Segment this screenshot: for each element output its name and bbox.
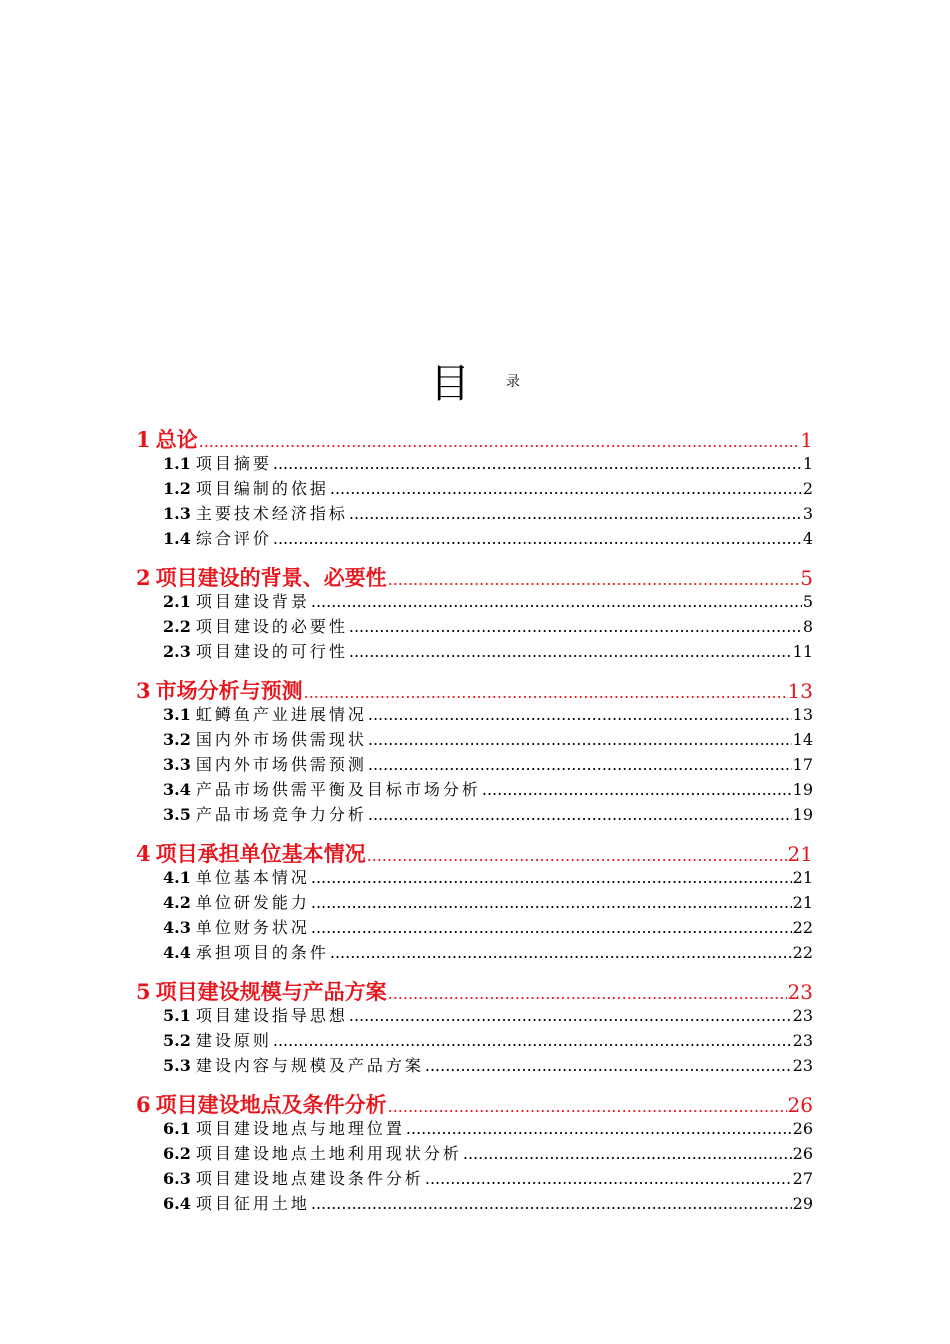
table-of-contents	[136, 424, 813, 1216]
section-title: 虹鳟鱼产业进展情况	[195, 705, 367, 724]
toc-section-entry[interactable]	[136, 1141, 813, 1166]
section-number: 3.3	[163, 755, 191, 774]
section-number: 5.3	[163, 1056, 191, 1075]
section-page-number: 5	[802, 592, 813, 611]
chapter-title: 总论	[155, 427, 198, 452]
toc-chapter-entry[interactable]	[136, 838, 813, 865]
section-page-number: 11	[792, 642, 813, 661]
section-page-number: 26	[792, 1119, 813, 1138]
dot-leader	[349, 504, 802, 523]
section-number: 6.4	[163, 1194, 191, 1213]
section-title: 项目建设的必要性	[195, 617, 348, 636]
toc-chapter-entry[interactable]	[136, 562, 813, 589]
toc-section-entry[interactable]	[136, 476, 813, 501]
dot-leader	[311, 1194, 792, 1213]
toc-chapter-entry[interactable]	[136, 424, 813, 451]
section-title: 项目建设地点土地利用现状分析	[195, 1144, 462, 1163]
section-title: 综合评价	[195, 529, 272, 548]
toc-section-entry[interactable]	[136, 802, 813, 827]
toc-section-entry[interactable]	[136, 865, 813, 890]
section-page-number: 19	[792, 805, 813, 824]
section-page-number: 19	[792, 780, 813, 799]
toc-section-entry[interactable]	[136, 1053, 813, 1078]
toc-section-entry[interactable]	[136, 727, 813, 752]
section-page-number: 27	[792, 1169, 813, 1188]
chapter-number: 2	[136, 565, 151, 590]
toc-section-entry[interactable]	[136, 702, 813, 727]
section-number: 1.4	[163, 529, 191, 548]
section-page-number: 21	[792, 893, 813, 912]
section-title: 承担项目的条件	[195, 943, 329, 962]
toc-section-entry[interactable]	[136, 890, 813, 915]
dot-leader	[349, 1006, 792, 1025]
chapter-page-number: 5	[800, 566, 813, 590]
section-page-number: 3	[802, 504, 813, 523]
toc-section-entry[interactable]	[136, 752, 813, 777]
dot-leader	[311, 868, 792, 887]
section-title: 单位研发能力	[195, 893, 310, 912]
dot-leader	[425, 1056, 792, 1075]
chapter-number: 6	[136, 1092, 151, 1117]
section-number: 2.2	[163, 617, 191, 636]
section-number: 6.3	[163, 1169, 191, 1188]
chapter-number: 5	[136, 979, 151, 1004]
dot-leader	[425, 1169, 792, 1188]
section-title: 项目建设地点建设条件分析	[195, 1169, 424, 1188]
toc-section-entry[interactable]	[136, 1191, 813, 1216]
section-page-number: 22	[792, 943, 813, 962]
toc-section-entry[interactable]	[136, 639, 813, 664]
toc-title-main: 目	[430, 361, 470, 407]
dot-leader	[349, 617, 802, 636]
section-page-number: 2	[802, 479, 813, 498]
dot-leader	[273, 454, 802, 473]
section-title: 建设内容与规模及产品方案	[195, 1056, 424, 1075]
section-title: 项目建设的可行性	[195, 642, 348, 661]
dot-leader	[311, 893, 792, 912]
toc-section-entry[interactable]	[136, 777, 813, 802]
section-page-number: 23	[792, 1031, 813, 1050]
section-title: 单位基本情况	[195, 868, 310, 887]
toc-title	[0, 352, 950, 409]
dot-leader	[368, 805, 792, 824]
section-number: 4.2	[163, 893, 191, 912]
toc-section-entry[interactable]	[136, 1116, 813, 1141]
chapter-page-number: 26	[787, 1093, 813, 1117]
section-page-number: 26	[792, 1144, 813, 1163]
section-number: 3.1	[163, 705, 191, 724]
section-title: 国内外市场供需预测	[195, 755, 367, 774]
chapter-title: 市场分析与预测	[155, 678, 303, 703]
section-number: 2.1	[163, 592, 191, 611]
section-number: 2.3	[163, 642, 191, 661]
dot-leader	[330, 479, 802, 498]
section-number: 4.3	[163, 918, 191, 937]
chapter-title: 项目承担单位基本情况	[155, 841, 366, 866]
section-page-number: 23	[792, 1056, 813, 1075]
section-title: 建设原则	[195, 1031, 272, 1050]
toc-section-entry[interactable]	[136, 1166, 813, 1191]
chapter-number: 1	[136, 427, 151, 452]
section-number: 3.2	[163, 730, 191, 749]
chapter-title: 项目建设地点及条件分析	[155, 1092, 387, 1117]
toc-section-entry[interactable]	[136, 589, 813, 614]
chapter-title: 项目建设的背景、必要性	[155, 565, 387, 590]
dot-leader	[349, 642, 792, 661]
section-title: 项目摘要	[195, 454, 272, 473]
section-number: 3.5	[163, 805, 191, 824]
toc-section-entry[interactable]	[136, 614, 813, 639]
dot-leader	[273, 529, 802, 548]
dot-leader	[311, 918, 792, 937]
toc-section-entry[interactable]	[136, 501, 813, 526]
dot-leader	[463, 1144, 792, 1163]
section-page-number: 13	[792, 705, 813, 724]
dot-leader	[368, 755, 792, 774]
section-number: 1.2	[163, 479, 191, 498]
section-number: 3.4	[163, 780, 191, 799]
section-number: 5.2	[163, 1031, 191, 1050]
dot-leader	[311, 592, 802, 611]
dot-leader	[388, 984, 787, 1003]
section-title: 项目建设背景	[195, 592, 310, 611]
toc-title-sub: 录	[506, 373, 520, 390]
section-title: 产品市场竞争力分析	[195, 805, 367, 824]
section-title: 项目编制的依据	[195, 479, 329, 498]
chapter-page-number: 1	[800, 428, 813, 452]
section-page-number: 22	[792, 918, 813, 937]
section-title: 项目建设指导思想	[195, 1006, 348, 1025]
section-number: 6.2	[163, 1144, 191, 1163]
chapter-number: 4	[136, 841, 151, 866]
section-page-number: 29	[792, 1194, 813, 1213]
chapter-page-number: 21	[787, 842, 813, 866]
section-number: 5.1	[163, 1006, 191, 1025]
section-page-number: 17	[792, 755, 813, 774]
toc-chapter-entry[interactable]	[136, 976, 813, 1003]
toc-section-entry[interactable]	[136, 1028, 813, 1053]
section-number: 6.1	[163, 1119, 191, 1138]
chapter-title: 项目建设规模与产品方案	[155, 979, 387, 1004]
dot-leader	[406, 1119, 792, 1138]
section-page-number: 23	[792, 1006, 813, 1025]
section-title: 主要技术经济指标	[195, 504, 348, 523]
dot-leader	[330, 943, 792, 962]
dot-leader	[388, 570, 800, 589]
toc-section-entry[interactable]	[136, 451, 813, 476]
chapter-number: 3	[136, 678, 151, 703]
section-title: 项目征用土地	[195, 1194, 310, 1213]
dot-leader	[368, 730, 792, 749]
chapter-page-number: 23	[787, 980, 813, 1004]
section-page-number: 8	[802, 617, 813, 636]
dot-leader	[304, 683, 787, 702]
section-number: 1.1	[163, 454, 191, 473]
section-title: 项目建设地点与地理位置	[195, 1119, 405, 1138]
toc-section-entry[interactable]	[136, 526, 813, 551]
section-title: 产品市场供需平衡及目标市场分析	[195, 780, 481, 799]
dot-leader	[368, 705, 792, 724]
dot-leader	[367, 846, 787, 865]
section-page-number: 21	[792, 868, 813, 887]
dot-leader	[482, 780, 792, 799]
section-title: 单位财务状况	[195, 918, 310, 937]
chapter-page-number: 13	[787, 679, 813, 703]
toc-chapter-entry[interactable]	[136, 675, 813, 702]
toc-section-entry[interactable]	[136, 915, 813, 940]
section-page-number: 14	[792, 730, 813, 749]
section-number: 4.4	[163, 943, 191, 962]
toc-section-entry[interactable]	[136, 940, 813, 965]
section-number: 1.3	[163, 504, 191, 523]
toc-section-entry[interactable]	[136, 1003, 813, 1028]
section-title: 国内外市场供需现状	[195, 730, 367, 749]
toc-chapter-entry[interactable]	[136, 1089, 813, 1116]
section-number: 4.1	[163, 868, 191, 887]
dot-leader	[199, 432, 800, 451]
section-page-number: 1	[802, 454, 813, 473]
dot-leader	[273, 1031, 792, 1050]
section-page-number: 4	[802, 529, 813, 548]
dot-leader	[388, 1097, 787, 1116]
